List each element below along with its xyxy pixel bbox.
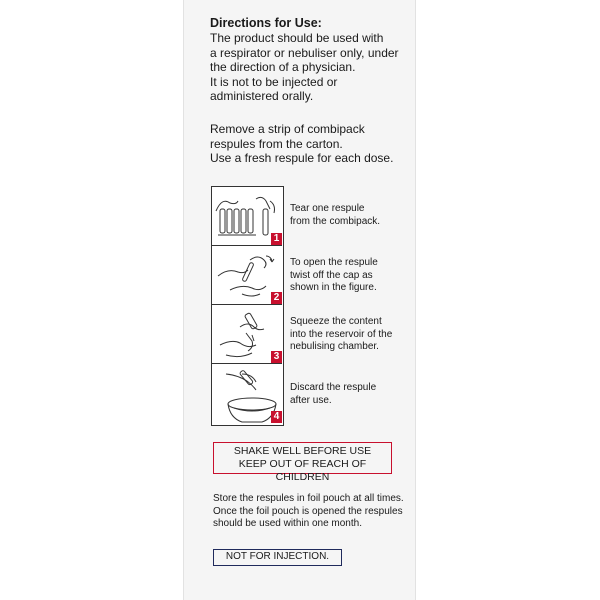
step-text-line: Squeeze the content <box>290 316 382 327</box>
intro-line: the direction of a physician. <box>210 60 356 74</box>
step-text-line: To open the respule <box>290 257 378 268</box>
storage-line: Store the respules in foil pouch at all times. <box>213 493 404 504</box>
step-3-illustration <box>212 305 282 364</box>
prep-line: Remove a strip of combipack <box>210 122 365 136</box>
step-4-text <box>290 382 376 407</box>
directions-heading: Directions for Use: <box>210 16 322 30</box>
intro-line: The product should be used with <box>210 31 384 45</box>
step-4-illustration <box>212 364 282 423</box>
prep-line: respules from the carton. <box>210 136 343 151</box>
step-text-line: from the combipack. <box>290 215 381 227</box>
step-1-text <box>290 203 380 228</box>
intro-line: administered orally. <box>210 89 314 103</box>
steps-illustration-column <box>211 186 284 426</box>
step-text-line: twist off the cap as <box>290 269 373 281</box>
step-text-line: after use. <box>290 394 332 406</box>
step-text-line: nebulising chamber. <box>290 341 379 352</box>
warning-box <box>213 442 392 483</box>
step-3-text <box>290 316 392 354</box>
not-for-injection-notice: NOT FOR INJECTION. <box>213 549 342 566</box>
warning-shake: SHAKE WELL BEFORE USE <box>233 445 372 457</box>
step-text-line: shown in the figure. <box>290 282 377 293</box>
step-2-text <box>290 257 378 295</box>
step-number-badge: 2 <box>271 292 282 304</box>
step-number-badge: 1 <box>271 233 282 245</box>
storage-text <box>213 493 404 531</box>
intro-line: It is not to be injected or <box>210 74 338 89</box>
directions-intro <box>210 31 399 104</box>
warning-children: KEEP OUT OF REACH OF CHILDREN <box>238 458 367 483</box>
intro-line: a respirator or nebuliser only, under <box>210 45 399 60</box>
prep-line: Use a fresh respule for each dose. <box>210 151 394 165</box>
preparation-text <box>210 122 393 166</box>
storage-line: should be used within one month. <box>213 518 362 529</box>
step-text-line: Tear one respule <box>290 203 365 214</box>
step-text-line: Discard the respule <box>290 382 377 393</box>
step-2-illustration <box>212 246 282 305</box>
step-number-badge: 3 <box>271 351 282 363</box>
storage-line: Once the foil pouch is opened the respules <box>213 505 403 517</box>
step-text-line: into the reservoir of the <box>290 328 393 340</box>
step-1-illustration <box>212 187 282 246</box>
step-number-badge: 4 <box>271 411 282 423</box>
